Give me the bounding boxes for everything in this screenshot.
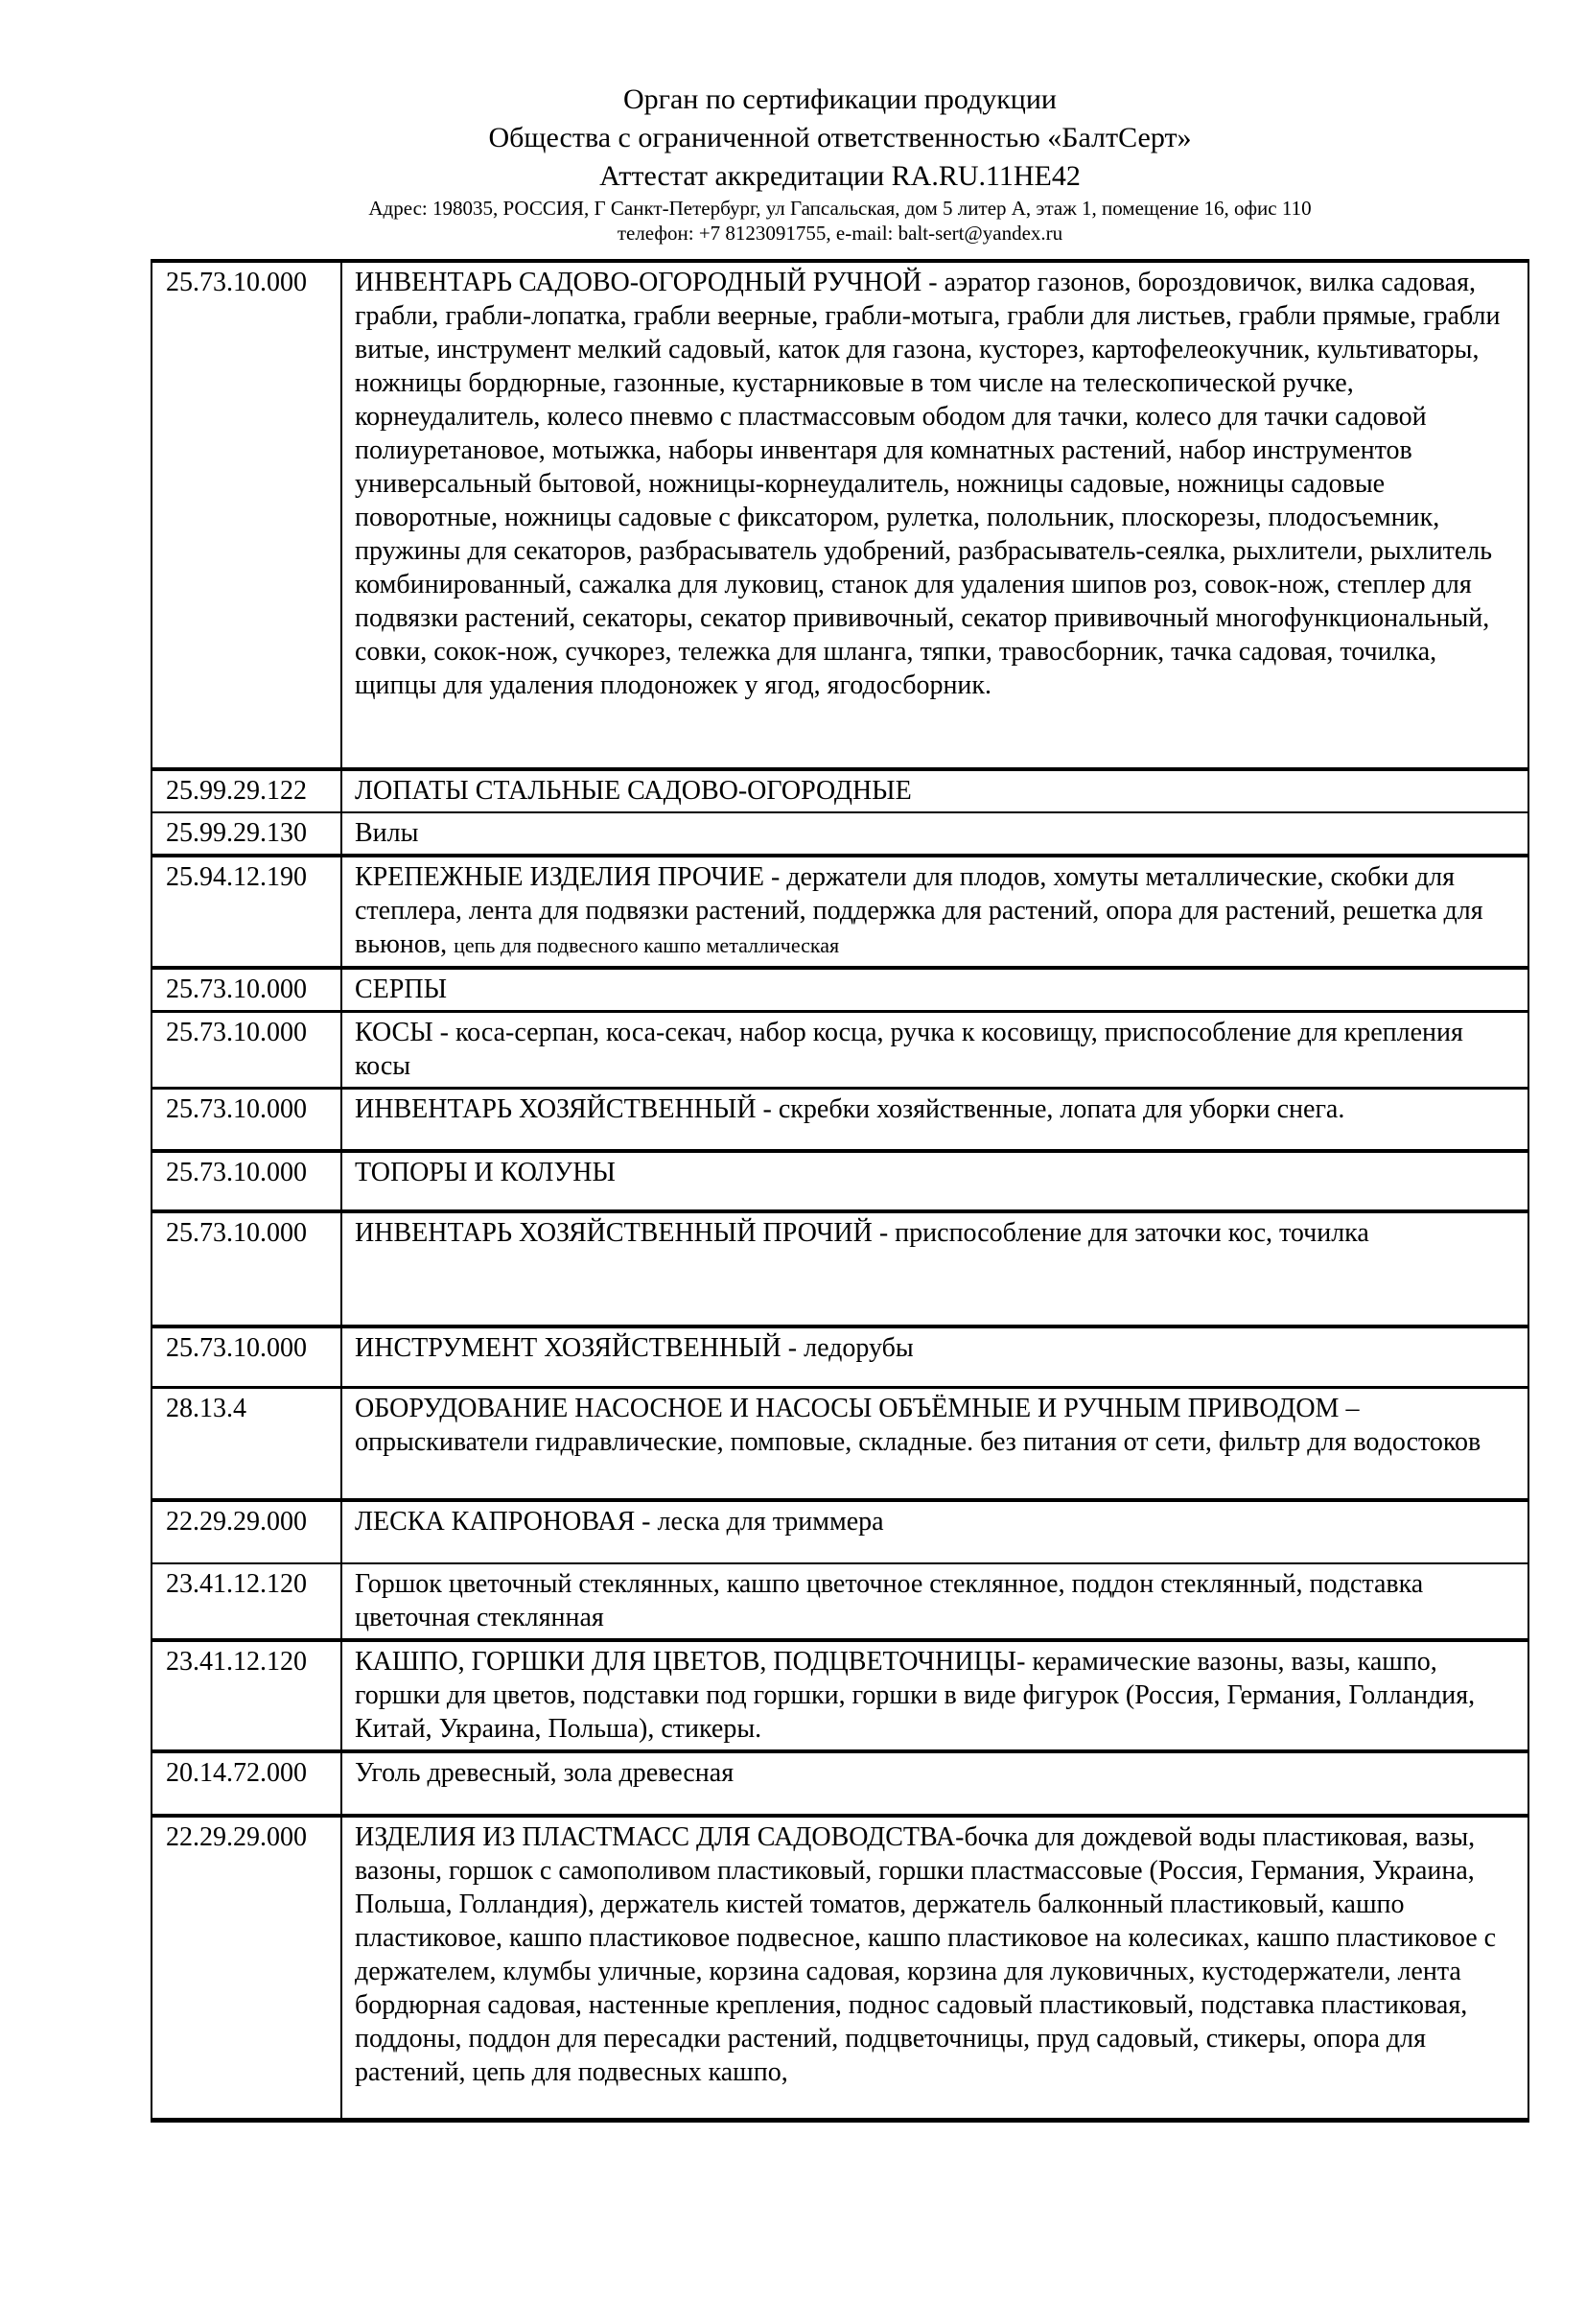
product-description-cell <box>342 970 1528 1010</box>
document-header <box>151 81 1529 246</box>
product-description-cell <box>342 263 1528 767</box>
product-group-title: КРЕПЕЖНЫЕ ИЗДЕЛИЯ ПРОЧИЕ <box>355 862 764 892</box>
product-group-items: - коса-серпан, коса-секач, набор косца, ручка к косовищу, приспособление для крепления косы <box>355 1018 1463 1081</box>
product-description-cell <box>342 1090 1528 1149</box>
product-code-cell: 23.41.12.120 <box>152 1564 342 1638</box>
product-group-items: -бочка для дождевой воды пластиковая, вазы, вазоны, горшок с самополивом пластиковый, горшки пластмассовые (Россия, Германия, Украина, Польша, Голландия), держатель кистей томатов, держатель балконный пластиковый, кашпо пластиковое, кашпо пластиковое подвесное, кашпо пластиковое на колесиках, кашпо пластиковое с держателем, клумбы уличные, корзина садовая, корзина для луковичных, кустодержатели, лента бордюрная садовая, настенные крепления, поднос садовый пластиковый, подставка пластиковая, поддоны, поддон для пересадки растений, подцветочницы, пруд садовый, стикеры, опора для растений, цепь для подвесных кашпо, <box>355 1822 1497 2087</box>
product-code-cell: 28.13.4 <box>152 1389 342 1498</box>
table-row <box>152 1814 1528 2118</box>
org-contacts: телефон: +7 8123091755, e-mail: balt-sert@yandex.ru <box>617 222 1063 245</box>
product-description-cell <box>342 1818 1528 2118</box>
product-group-items: Уголь древесный, зола древесная <box>355 1758 735 1788</box>
product-description-cell <box>342 813 1528 854</box>
product-group-items: - приспособление для заточки кос, точилка <box>872 1218 1369 1248</box>
product-group-title: ИНВЕНТАРЬ ХОЗЯЙСТВЕННЫЙ ПРОЧИЙ <box>355 1218 873 1248</box>
product-group-items: – опрыскиватели гидравлические, помповые, складные. без питания от сети, фильтр для водостоков <box>355 1394 1481 1457</box>
product-group-items: Горшок цветочный стеклянных, кашпо цветочное стеклянное, поддон стеклянный, подставка цветочная стеклянная <box>355 1569 1424 1632</box>
product-code-cell: 25.73.10.000 <box>152 1153 342 1209</box>
table-row <box>152 1325 1528 1386</box>
product-description-cell <box>342 1564 1528 1638</box>
product-codes-table <box>151 259 1529 2123</box>
org-title-line-2: Общества с ограниченной ответственностью «БалтСерт» <box>488 122 1192 153</box>
product-group-items: - ледорубы <box>781 1333 914 1363</box>
accreditation-number: Аттестат аккредитации RA.RU.11HE42 <box>599 160 1081 192</box>
product-group-items: - аэратор газонов, бороздовичок, вилка садовая, грабли, грабли-лопатка, грабли веерные, грабли-мотыга, грабли для листьев, грабли прямые, грабли витые, инструмент мелкий садовый, каток для газона, кусторез, картофелеокучник, культиваторы, ножницы бордюрные, газонные, кустарниковые в том числе на телескопической ручке, корнеудалитель, колесо пневмо с пластмассовым ободом для тачки, колесо для тачки садовой полиуретановое, мотыжка, наборы инвентаря для комнатных растений, набор инструментов универсальный бытовой, ножницы-корнеудалитель, ножницы садовые, ножницы садовые поворотные, ножницы садовые с фиксатором, рулетка, полольник, плоскорезы, плодосъемник, пружины для секаторов, разбрасыватель удобрений, разбрасыватель-сеялка, рыхлители, рыхлитель комбинированный, сажалка для луковиц, станок для удаления шипов роз, совок-нож, степлер для подвязки растений, секаторы, секатор прививочный, секатор прививочный многофункциональный, совки, сокок-нож, сучкорез, тележка для шланга, тяпки, травосборник, тачка садовая, точилка, щипцы для удаления плодоножек у ягод, ягодосборник. <box>355 268 1501 700</box>
table-row <box>152 1498 1528 1562</box>
product-group-title: ЛОПАТЫ СТАЛЬНЫЕ САДОВО-ОГОРОДНЫЕ <box>355 776 912 806</box>
product-group-items-small: цепь для подвесного кашпо металлическая <box>454 933 840 957</box>
product-code-cell: 25.99.29.130 <box>152 813 342 854</box>
product-group-title: ИНСТРУМЕНТ ХОЗЯЙСТВЕННЫЙ <box>355 1333 781 1363</box>
product-description-cell <box>342 1502 1528 1562</box>
table-row <box>152 966 1528 1010</box>
product-code-cell: 22.29.29.000 <box>152 1818 342 2118</box>
product-group-items: - скребки хозяйственные, лопата для уборки снега. <box>756 1094 1345 1124</box>
product-description-cell <box>342 1389 1528 1498</box>
product-group-title: СЕРПЫ <box>355 974 447 1004</box>
product-description-cell <box>342 1753 1528 1814</box>
org-title-line-1: Орган по сертификации продукции <box>623 83 1057 115</box>
product-description-cell <box>342 1013 1528 1087</box>
table-row <box>152 854 1528 966</box>
certificate-document <box>0 81 1586 2324</box>
product-description-cell <box>342 771 1528 811</box>
product-code-cell: 23.41.12.120 <box>152 1642 342 1749</box>
product-description-cell <box>342 1642 1528 1749</box>
product-code-cell: 25.73.10.000 <box>152 1213 342 1325</box>
product-group-title: ИНВЕНТАРЬ САДОВО-ОГОРОДНЫЙ РУЧНОЙ <box>355 268 922 297</box>
table-row <box>152 1749 1528 1814</box>
org-address: Адрес: 198035, РОССИЯ, Г Санкт-Петербург, ул Гапсальская, дом 5 литер А, этаж 1, помещение 16, офис 110 <box>368 197 1312 220</box>
table-row <box>152 1149 1528 1209</box>
product-group-title: КАШПО, ГОРШКИ ДЛЯ ЦВЕТОВ, ПОДЦВЕТОЧНИЦЫ <box>355 1647 1017 1677</box>
product-group-title: КОСЫ <box>355 1018 433 1047</box>
product-code-cell: 25.73.10.000 <box>152 263 342 767</box>
product-code-cell: 25.94.12.190 <box>152 857 342 966</box>
product-code-cell: 25.73.10.000 <box>152 1090 342 1149</box>
product-group-title: ИЗДЕЛИЯ ИЗ ПЛАСТМАСС ДЛЯ САДОВОДСТВА <box>355 1822 956 1852</box>
product-code-cell: 25.73.10.000 <box>152 970 342 1010</box>
product-group-items: - леска для триммера <box>635 1507 884 1537</box>
table-row <box>152 259 1528 767</box>
table-row <box>152 1209 1528 1325</box>
product-code-cell: 20.14.72.000 <box>152 1753 342 1814</box>
product-code-cell: 25.73.10.000 <box>152 1013 342 1087</box>
table-row <box>152 811 1528 854</box>
product-description-cell <box>342 857 1528 966</box>
table-row <box>152 1638 1528 1749</box>
table-row <box>152 1087 1528 1149</box>
product-group-title: ОБОРУДОВАНИЕ НАСОСНОЕ И НАСОСЫ ОБЪЁМНЫЕ И РУЧНЫМ ПРИВОДОМ <box>355 1394 1340 1423</box>
table-row <box>152 1010 1528 1087</box>
product-description-cell <box>342 1153 1528 1209</box>
product-description-cell <box>342 1328 1528 1386</box>
product-code-cell: 25.99.29.122 <box>152 771 342 811</box>
table-row <box>152 1386 1528 1498</box>
product-group-items: - керамические вазоны, вазы, кашпо, горшки для цветов, подставки под горшки, горшки в виде фигурок (Россия, Германия, Голландия, Китай, Украина, Польша), стикеры. <box>355 1647 1476 1744</box>
product-code-cell: 22.29.29.000 <box>152 1502 342 1562</box>
table-row <box>152 767 1528 811</box>
product-group-title: ТОПОРЫ И КОЛУНЫ <box>355 1158 616 1187</box>
product-description-cell <box>342 1213 1528 1325</box>
product-code-cell: 25.73.10.000 <box>152 1328 342 1386</box>
product-group-title: ИНВЕНТАРЬ ХОЗЯЙСТВЕННЫЙ <box>355 1094 757 1124</box>
product-group-items: - держатели для плодов, хомуты металлические, скобки для степлера, лента для подвязки растений, поддержка для растений, опора для растений, решетка для вьюнов, <box>355 862 1483 959</box>
product-group-items: Вилы <box>355 818 419 848</box>
product-group-title: ЛЕСКА КАПРОНОВАЯ <box>355 1507 636 1537</box>
table-row <box>152 1562 1528 1638</box>
